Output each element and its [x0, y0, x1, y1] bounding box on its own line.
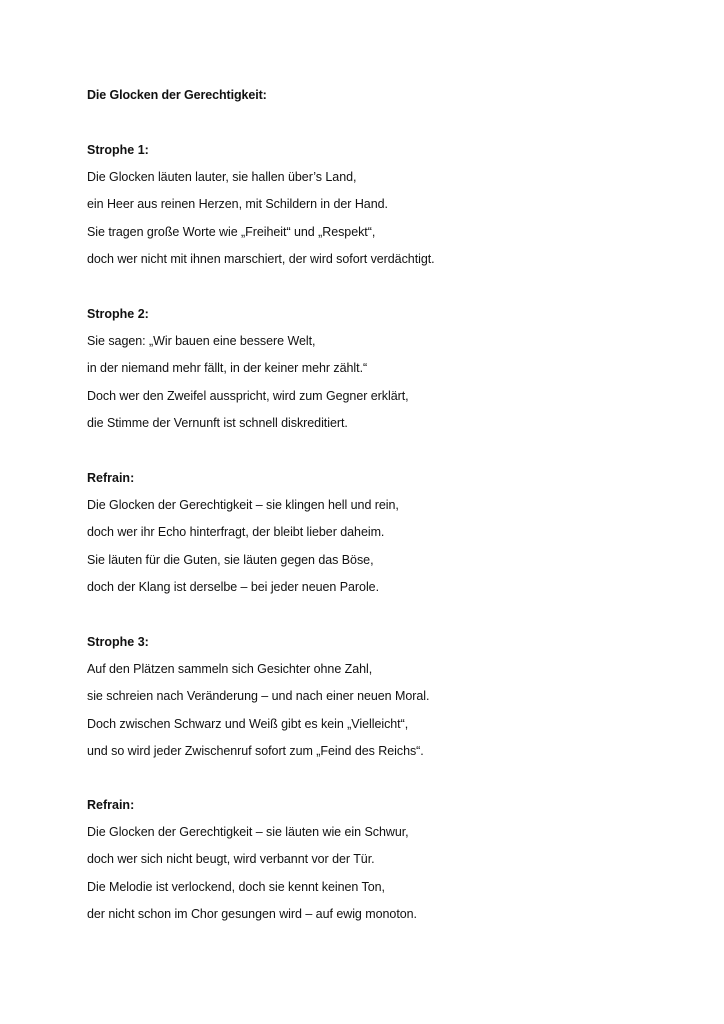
- stanza-line: die Stimme der Vernunft ist schnell diskreditiert.: [87, 415, 348, 430]
- stanza-line: Die Glocken der Gerechtigkeit – sie klingen hell und rein,: [87, 498, 399, 512]
- stanza-line: doch der Klang ist derselbe – bei jeder neuen Parole.: [87, 579, 379, 594]
- stanza-refrain-1: [87, 470, 687, 606]
- stanza-line: Die Glocken läuten lauter, sie hallen über’s Land,: [87, 170, 357, 184]
- stanza-line: Doch wer den Zweifel ausspricht, wird zum Gegner erklärt,: [87, 388, 409, 403]
- stanza-line: Die Glocken der Gerechtigkeit – sie läuten wie ein Schwur,: [87, 825, 409, 839]
- stanza-line: in der niemand mehr fällt, in der keiner mehr zählt.“: [87, 361, 368, 376]
- stanza-line: sie schreien nach Veränderung – und nach einer neuen Moral.: [87, 689, 430, 704]
- stanza-line: Doch zwischen Schwarz und Weiß gibt es kein „Vielleicht“,: [87, 716, 409, 731]
- stanza-heading: Strophe 3:: [87, 635, 149, 649]
- stanza-line: ein Heer aus reinen Herzen, mit Schildern in der Hand.: [87, 197, 388, 212]
- document-title: Die Glocken der Gerechtigkeit:: [87, 88, 267, 102]
- stanza-line: Sie tragen große Worte wie „Freiheit“ und „Respekt“,: [87, 224, 376, 239]
- stanza-line: Auf den Plätzen sammeln sich Gesichter ohne Zahl,: [87, 662, 373, 676]
- stanza-strophe-2: [87, 306, 687, 442]
- stanza-strophe-3: [87, 634, 687, 770]
- stanza-line: Sie läuten für die Guten, sie läuten gegen das Böse,: [87, 552, 374, 567]
- stanza-line: doch wer ihr Echo hinterfragt, der bleibt lieber daheim.: [87, 525, 385, 540]
- stanza-strophe-1: [87, 142, 687, 278]
- stanza-line: der nicht schon im Chor gesungen wird – auf ewig monoton.: [87, 906, 417, 921]
- stanza-line: Sie sagen: „Wir bauen eine bessere Welt,: [87, 334, 316, 348]
- stanza-heading: Refrain:: [87, 798, 135, 812]
- stanza-refrain-2: [87, 797, 687, 933]
- stanza-line: Die Melodie ist verlockend, doch sie kennt keinen Ton,: [87, 879, 385, 894]
- stanza-heading: Strophe 2:: [87, 307, 149, 321]
- stanza-line: und so wird jeder Zwischenruf sofort zum „Feind des Reichs“.: [87, 743, 424, 758]
- stanza-line: doch wer sich nicht beugt, wird verbannt vor der Tür.: [87, 852, 375, 867]
- stanza-heading: Refrain:: [87, 471, 135, 485]
- stanza-line: doch wer nicht mit ihnen marschiert, der wird sofort verdächtigt.: [87, 251, 435, 266]
- stanza-heading: Strophe 1:: [87, 143, 149, 157]
